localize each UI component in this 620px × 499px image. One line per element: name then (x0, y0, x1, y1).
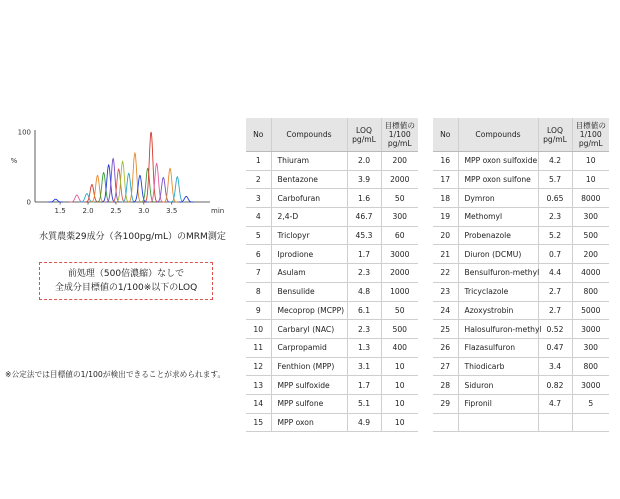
table-body-left (246, 152, 418, 432)
header-loq: LOQ pg/mL (347, 118, 381, 152)
table-row (433, 226, 609, 245)
header-target: 目標値の 1/100 pg/mL (381, 118, 418, 152)
row-compound: MPP sulfoxide (271, 376, 347, 395)
row-loq: 3.9 (347, 170, 381, 189)
chromatogram-peak-11 (122, 173, 136, 202)
row-compound: 2,4-D (271, 208, 347, 227)
row-compound: Carbaryl (NAC) (271, 320, 347, 339)
row-compound: Siduron (458, 376, 538, 395)
chromatogram-peak-3 (80, 194, 94, 202)
table-row (246, 226, 418, 245)
row-compound: Iprodione (271, 245, 347, 264)
row-target: 500 (572, 226, 609, 245)
header-target: 目標値の 1/100 pg/mL (572, 118, 609, 152)
row-no: 6 (246, 245, 271, 264)
row-no: 22 (433, 264, 458, 283)
highlight-line-1: 前処理（500倍濃縮）なしで (67, 269, 185, 279)
row-target: 200 (381, 152, 418, 171)
row-compound: Fipronil (458, 394, 538, 413)
row-no: 19 (433, 208, 458, 227)
row-compound: Bensulfuron-methyl (458, 264, 538, 283)
header-compounds: Compounds (458, 118, 538, 152)
row-no: 10 (246, 320, 271, 339)
row-no: 5 (246, 226, 271, 245)
table-header-row (433, 118, 609, 152)
x-tick-label: 2.5 (110, 207, 122, 215)
row-target (572, 413, 609, 432)
row-loq: 46.7 (347, 208, 381, 227)
chromatogram-peak-7 (102, 165, 116, 202)
table-row (433, 245, 609, 264)
chart-caption: 水質農薬29成分（各100pg/mL）のMRM測定 (39, 232, 226, 242)
row-loq: 4.7 (538, 394, 572, 413)
row-target: 3000 (572, 320, 609, 339)
row-compound: Halosulfuron-methyl (458, 320, 538, 339)
chromatogram-panel (0, 0, 245, 499)
row-compound: Thiodicarb (458, 357, 538, 376)
chromatogram-peak-6 (97, 173, 111, 202)
row-target: 50 (381, 189, 418, 208)
row-compound: Bensulide (271, 282, 347, 301)
mrm-chromatogram (0, 118, 245, 228)
row-target: 3000 (572, 376, 609, 395)
row-target: 400 (381, 338, 418, 357)
row-compound: Carpropamid (271, 338, 347, 357)
chromatogram-peak-1 (49, 199, 63, 202)
row-no: 26 (433, 338, 458, 357)
row-loq: 0.82 (538, 376, 572, 395)
row-loq: 2.3 (347, 320, 381, 339)
row-target: 3000 (381, 245, 418, 264)
row-loq (538, 413, 572, 432)
table-row (246, 301, 418, 320)
row-compound: Carbofuran (271, 189, 347, 208)
row-loq: 2.7 (538, 282, 572, 301)
row-loq: 1.3 (347, 338, 381, 357)
row-compound: Fenthion (MPP) (271, 357, 347, 376)
header-loq: LOQ pg/mL (538, 118, 572, 152)
row-compound: Bentazone (271, 170, 347, 189)
row-target: 50 (381, 301, 418, 320)
row-compound: Thiuram (271, 152, 347, 171)
row-target: 2000 (381, 170, 418, 189)
row-loq: 4.8 (347, 282, 381, 301)
row-no: 3 (246, 189, 271, 208)
row-no: 28 (433, 376, 458, 395)
row-no: 14 (246, 394, 271, 413)
table-row (433, 357, 609, 376)
row-target: 10 (381, 376, 418, 395)
row-target: 300 (381, 208, 418, 227)
x-tick-label: 3.0 (138, 207, 150, 215)
row-target: 200 (572, 245, 609, 264)
row-no: 7 (246, 264, 271, 283)
row-target: 5000 (572, 301, 609, 320)
row-no: 9 (246, 301, 271, 320)
table-row (246, 338, 418, 357)
row-compound: Tricyclazole (458, 282, 538, 301)
row-target: 300 (572, 338, 609, 357)
table-row (433, 320, 609, 339)
row-target: 10 (381, 413, 418, 432)
table-row (433, 170, 609, 189)
row-target: 60 (381, 226, 418, 245)
table-row (246, 413, 418, 432)
row-target: 800 (572, 357, 609, 376)
y-tick-label: 0 (26, 198, 31, 207)
footnote: ※公定法では目標値の1/100が検出できることが求められます。 (5, 370, 226, 379)
row-no: 29 (433, 394, 458, 413)
header-no: No (246, 118, 271, 152)
row-target: 800 (572, 282, 609, 301)
row-compound: Flazasulfuron (458, 338, 538, 357)
row-no: 24 (433, 301, 458, 320)
row-compound: Dymron (458, 189, 538, 208)
row-loq: 5.2 (538, 226, 572, 245)
x-tick-label: 1.5 (54, 207, 66, 215)
row-no: 18 (433, 189, 458, 208)
row-target: 500 (381, 320, 418, 339)
row-compound: MPP sulfone (271, 394, 347, 413)
row-target: 10 (381, 394, 418, 413)
row-loq: 5.7 (538, 170, 572, 189)
row-loq: 6.1 (347, 301, 381, 320)
row-loq: 0.47 (538, 338, 572, 357)
row-no (433, 413, 458, 432)
row-compound: Triclopyr (271, 226, 347, 245)
table-header-row (246, 118, 418, 152)
row-loq: 4.9 (347, 413, 381, 432)
table-row (246, 357, 418, 376)
row-target: 10 (572, 152, 609, 171)
header-no: No (433, 118, 458, 152)
header-compounds: Compounds (271, 118, 347, 152)
row-target: 4000 (572, 264, 609, 283)
x-axis-label: min (211, 207, 225, 215)
row-target: 10 (572, 170, 609, 189)
table-row (246, 152, 418, 171)
row-no: 4 (246, 208, 271, 227)
row-target: 2000 (381, 264, 418, 283)
row-loq: 0.7 (538, 245, 572, 264)
highlight-line-2: 全成分目標値の1/100※以下のLOQ (54, 283, 198, 293)
row-no: 23 (433, 282, 458, 301)
table-row (433, 394, 609, 413)
row-loq: 2.3 (347, 264, 381, 283)
row-no: 17 (433, 170, 458, 189)
row-loq: 1.7 (347, 245, 381, 264)
row-compound: MPP oxon sulfoxide (458, 152, 538, 171)
row-target: 10 (381, 357, 418, 376)
row-loq: 4.2 (538, 152, 572, 171)
row-no: 2 (246, 170, 271, 189)
table-row (433, 376, 609, 395)
highlight-box (39, 262, 213, 300)
table-row (246, 208, 418, 227)
table-row (433, 282, 609, 301)
row-target: 1000 (381, 282, 418, 301)
row-no: 1 (246, 152, 271, 171)
x-tick-label: 2.0 (82, 207, 94, 215)
row-loq: 3.1 (347, 357, 381, 376)
row-compound: Methomyl (458, 208, 538, 227)
chromatogram-peak-2 (70, 195, 84, 202)
row-no: 21 (433, 245, 458, 264)
table-row (433, 208, 609, 227)
row-no: 15 (246, 413, 271, 432)
row-loq: 0.65 (538, 189, 572, 208)
row-loq: 2.0 (347, 152, 381, 171)
table-row (246, 282, 418, 301)
row-target: 300 (572, 208, 609, 227)
row-target: 8000 (572, 189, 609, 208)
table-row (246, 170, 418, 189)
table-row (433, 301, 609, 320)
row-loq: 45.3 (347, 226, 381, 245)
table-row (246, 189, 418, 208)
compound-table-left (246, 118, 418, 432)
row-no: 16 (433, 152, 458, 171)
row-loq: 0.52 (538, 320, 572, 339)
row-loq: 4.4 (538, 264, 572, 283)
row-loq: 1.6 (347, 189, 381, 208)
table-row (246, 394, 418, 413)
row-no: 12 (246, 357, 271, 376)
row-compound: MPP oxon sulfone (458, 170, 538, 189)
row-no: 13 (246, 376, 271, 395)
y-axis-label: % (10, 157, 18, 165)
row-no: 27 (433, 357, 458, 376)
compound-table-right (433, 118, 609, 432)
row-compound: Diuron (DCMU) (458, 245, 538, 264)
table-row (433, 152, 609, 171)
row-compound: Probenazole (458, 226, 538, 245)
row-loq: 5.1 (347, 394, 381, 413)
table-row (433, 338, 609, 357)
x-tick-label: 3.5 (166, 207, 178, 215)
row-compound (458, 413, 538, 432)
row-loq: 3.4 (538, 357, 572, 376)
table-row (246, 264, 418, 283)
row-compound: Asulam (271, 264, 347, 283)
row-compound: MPP oxon (271, 413, 347, 432)
table-row (246, 245, 418, 264)
row-loq: 1.7 (347, 376, 381, 395)
table-row (246, 320, 418, 339)
row-compound: Mecoprop (MCPP) (271, 301, 347, 320)
table-row (433, 413, 609, 432)
table-row (433, 264, 609, 283)
table-row (433, 189, 609, 208)
table-row (246, 376, 418, 395)
row-target: 5 (572, 394, 609, 413)
row-loq: 2.7 (538, 301, 572, 320)
y-tick-label: 100 (17, 128, 31, 137)
table-body-right (433, 152, 609, 432)
row-compound: Azoxystrobin (458, 301, 538, 320)
row-no: 25 (433, 320, 458, 339)
row-loq: 2.3 (538, 208, 572, 227)
chromatogram-peak-16 (150, 164, 164, 202)
row-no: 11 (246, 338, 271, 357)
row-no: 8 (246, 282, 271, 301)
row-no: 20 (433, 226, 458, 245)
